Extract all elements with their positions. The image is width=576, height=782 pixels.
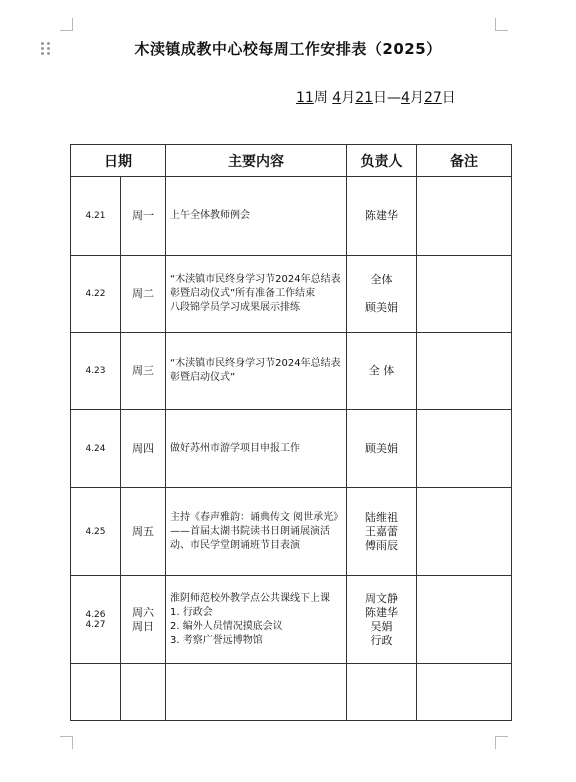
date-cell-line: 4.23 xyxy=(85,366,106,376)
weekday-cell-line: 周二 xyxy=(132,287,154,300)
from-month: 4 xyxy=(332,90,342,106)
week-number: 11 xyxy=(296,90,314,106)
weekday-cell-line: 周三 xyxy=(132,364,154,377)
date-cell-line: 4.22 xyxy=(85,289,106,299)
content-cell-line: 做好苏州市游学项目申报工作 xyxy=(170,442,300,454)
content-cell-line: “木渎镇市民终身学习节2024年总结表彰暨启动仪式”所有准备工作结束 xyxy=(170,274,341,299)
table-row xyxy=(71,410,512,488)
owner-cell xyxy=(347,256,417,333)
header-owner: 负责人 xyxy=(347,145,417,177)
page-title: 木渎镇成教中心校每周工作安排表（2025） xyxy=(134,40,442,58)
content-cell-line: 淮阴师范校外教学点公共课线下上课 xyxy=(170,592,330,604)
date-cell xyxy=(71,664,121,721)
weekday-cell xyxy=(121,664,166,721)
date-cell xyxy=(71,410,121,488)
content-cell xyxy=(166,333,347,410)
crop-mark-top-right xyxy=(495,18,508,31)
weekday-cell xyxy=(121,488,166,576)
content-cell xyxy=(166,410,347,488)
content-cell-line: 3. 考察广誉远博物馆 xyxy=(170,634,263,646)
header-content: 主要内容 xyxy=(166,145,347,177)
note-cell[interactable] xyxy=(417,410,512,488)
to-day: 27 xyxy=(423,90,442,106)
crop-mark-top-left xyxy=(60,18,73,31)
note-cell[interactable] xyxy=(417,488,512,576)
table-row xyxy=(71,488,512,576)
weekday-cell xyxy=(121,256,166,333)
date-cell-line: 4.24 xyxy=(85,443,106,454)
weekday-cell-line: 周一 xyxy=(132,209,154,222)
content-cell xyxy=(166,177,347,256)
week-suffix: 周 xyxy=(313,90,328,106)
to-month: 4 xyxy=(401,90,410,106)
owner-cell-line: 顾美娟 xyxy=(365,301,398,314)
content-cell-line: “木渎镇市民终身学习节2024年总结表彰暨启动仪式” xyxy=(170,358,341,383)
content-cell-line: 八段锦学员学习成果展示排练 xyxy=(170,302,300,313)
day-char: 日 xyxy=(373,90,388,106)
content-cell xyxy=(166,576,347,664)
note-cell[interactable] xyxy=(417,256,512,333)
owner-cell xyxy=(347,488,417,576)
day-char-2: 日 xyxy=(441,90,456,106)
owner-cell xyxy=(347,177,417,256)
owner-cell xyxy=(347,664,417,721)
date-cell xyxy=(71,333,121,410)
owner-cell xyxy=(347,410,417,488)
content-cell-line: 主持《春声雅韵：诵典传文 阅世承光》——首届太湖书院读书日朗诵展演活动、市民学堂朗诵班节目表演 xyxy=(170,511,339,551)
date-cell xyxy=(71,488,121,576)
schedule-table xyxy=(70,144,512,721)
content-cell-line: 1. 行政会 xyxy=(170,606,213,618)
content-cell-line: 2. 编外人员情况摸底会议 xyxy=(170,620,283,632)
header-date: 日期 xyxy=(71,145,166,177)
owner-cell-line: 吴娟 xyxy=(370,619,393,633)
owner-cell-line: 王嘉蕾 xyxy=(365,524,398,538)
month-char: 月 xyxy=(341,90,356,106)
date-cell xyxy=(71,576,121,664)
date-cell-line: 4.25 xyxy=(85,526,106,537)
owner-cell-line: 傅雨辰 xyxy=(365,538,398,552)
content-cell-line: 上午全体教师例会 xyxy=(170,210,250,221)
note-cell[interactable] xyxy=(417,177,512,256)
weekday-cell-line: 周日 xyxy=(132,619,154,633)
owner-cell-line: 顾美娟 xyxy=(365,441,398,455)
content-cell xyxy=(166,256,347,333)
weekday-cell-line: 周四 xyxy=(132,441,154,455)
month-char-2: 月 xyxy=(409,90,424,106)
crop-mark-bottom-right xyxy=(495,736,508,749)
weekday-cell-line: 周六 xyxy=(132,605,154,619)
owner-cell xyxy=(347,576,417,664)
content-cell xyxy=(166,664,347,721)
owner-cell-line: 陈建华 xyxy=(365,605,398,619)
weekday-cell xyxy=(121,333,166,410)
date-cell-line: 4.26 xyxy=(85,609,106,620)
weekday-cell xyxy=(121,177,166,256)
table-row xyxy=(71,333,512,410)
date-cell xyxy=(71,177,121,256)
owner-cell-line: 全 体 xyxy=(368,364,395,377)
range-dash: — xyxy=(387,90,402,106)
date-cell-line: 4.27 xyxy=(85,619,106,630)
date-cell xyxy=(71,256,121,333)
note-cell[interactable] xyxy=(417,664,512,721)
table-row xyxy=(71,256,512,333)
from-day: 21 xyxy=(355,90,374,106)
owner-cell-line: 陆维祖 xyxy=(365,510,398,524)
note-cell[interactable] xyxy=(417,576,512,664)
table-row xyxy=(71,576,512,664)
owner-cell-line: 周文静 xyxy=(365,591,398,605)
owner-cell-line: 行政 xyxy=(370,633,393,647)
weekday-cell xyxy=(121,576,166,664)
content-cell xyxy=(166,488,347,576)
crop-mark-bottom-left xyxy=(60,736,73,749)
weekday-cell-line: 周五 xyxy=(132,524,154,538)
owner-cell-line: 全体 xyxy=(370,273,393,286)
table-row xyxy=(71,664,512,721)
weekday-cell xyxy=(121,410,166,488)
table-row xyxy=(71,177,512,256)
owner-cell-line xyxy=(347,287,416,301)
note-cell[interactable] xyxy=(417,333,512,410)
owner-cell xyxy=(347,333,417,410)
table-header-row xyxy=(71,145,512,177)
week-line xyxy=(296,87,456,107)
owner-cell-line: 陈建华 xyxy=(365,209,398,222)
date-cell-line: 4.21 xyxy=(85,211,106,221)
header-note: 备注 xyxy=(417,145,512,177)
